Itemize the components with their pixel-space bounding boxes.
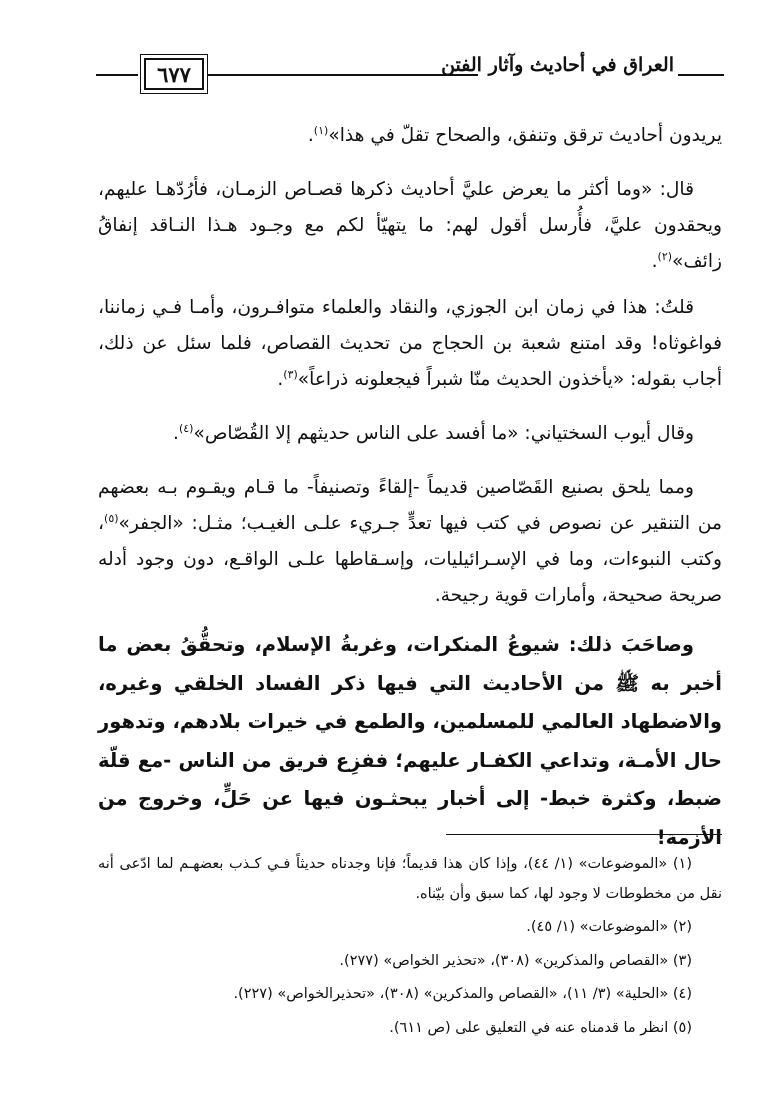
footnote-ref: (١) xyxy=(313,123,329,137)
running-title: العراق في أحاديث وآثار الفتن xyxy=(441,54,674,76)
paragraph-tail: . xyxy=(173,423,179,444)
paragraph-2 xyxy=(98,172,722,280)
page-header xyxy=(96,48,724,92)
paragraph-text: قلتُ: هذا في زمان ابن الجوزي، والنقاد والعلماء متوافـرون، وأمـا فـي زماننا، فواغوثاه! وقد امتنع شعبة بن الحجاج من تحديث القصاص، فلما سئل عن ذلك، أجاب بقوله: «يأخذون الحديث منّا شبراً فيجعلونه ذراعاً» xyxy=(98,297,722,390)
paragraph-tail: . xyxy=(307,125,314,146)
paragraph-3 xyxy=(98,290,722,398)
paragraph-text: يريدون أحاديث ترقق وتنفق، والصحاح تقلّ في هذا» xyxy=(328,125,722,146)
paragraph-1 xyxy=(98,118,722,154)
paragraph-4 xyxy=(98,416,722,452)
paragraph-text: قال: «وما أكثر ما يعرض عليَّ أحاديث ذكرها قصـاص الزمـان، فأرُدّهـا عليهم، ويحقدون عليَّ، فأُرسل أقول لهم: ما يتهيّأ لكم مع وجـود هـذا النـاقد إنفاقُ زائف» xyxy=(98,179,722,272)
header-rule xyxy=(208,74,478,76)
footnote-ref: (٤) xyxy=(178,421,194,435)
paragraph-6 xyxy=(98,626,722,857)
paragraph-text: ومما يلحق بصنيع القَصّاصين قديماً -إلقاءً وتصنيفاً- ما قـام ويقـوم بـه بعضهم من التنقير عن نصوص في كتب فيها تعدٍّ جـريء علـى الغيـب؛ مثـل: «الجفر» xyxy=(98,477,722,534)
page-number: ٦٧٧ xyxy=(144,58,204,90)
footnote-ref: (٥) xyxy=(104,511,119,525)
header-rule xyxy=(96,74,138,76)
paragraph-tail: . xyxy=(277,369,284,390)
footnote-1: (١) «الموضوعات» (١/ ٤٤)، وإذا كان هذا قديماً؛ فإنا وجدناه حديثاً فـي كـذب بعضهـم لما ادّعى أنه نقل من مخطوطات لا وجود لها، كما سبق وأن بيّناه. xyxy=(98,856,722,902)
footnote-ref: (٢) xyxy=(657,249,673,263)
paragraph-text: وصاحَبَ ذلك: شيوعُ المنكرات، وغربةُ الإسلام، وتحقُّقُ بعض ما أخبر به ﷺ من الأحاديث التي فيها ذكر الفساد الخلقي وغيره، والاضطهاد العالمي للمسلمين، والطمع في خيرات بلادهم، وتدهور حال الأمـة، وتداعي الكفـار عليهم؛ ففزِع فريق من الناس -مع قلّة ضبط، وكثرة خبط- إلى أخبار يبحثـون فيها عن حَلٍّ، وخروج من الأزمة! xyxy=(98,633,722,849)
paragraph-text: وقال أيوب السختياني: «ما أفسد على الناس حديثهم إلا القُصّاص» xyxy=(193,423,694,444)
footnotes xyxy=(98,850,722,1043)
footnote-3: (٣) «القصاص والمذكرين» (٣٠٨)، «تحذير الخواص» (٢٧٧). xyxy=(339,952,692,969)
footnote-4: (٤) «الحلية» (٣/ ١١)، «القصاص والمذكرين» (٣٠٨)، «تحذيرالخواص» (٢٢٧). xyxy=(233,986,692,1002)
paragraph-tail: . xyxy=(651,251,658,272)
paragraph-text: ، وكتب النبوءات، وما في الإسـرائيليات، وإسـقاطها علـى الواقـع، دون وجود أدله صريحة صحيحة، وأمارات قوية رجيحة. xyxy=(98,513,722,606)
paragraph-5 xyxy=(98,470,722,614)
footnote-separator xyxy=(446,834,722,835)
header-rule xyxy=(678,74,724,76)
footnote-2: (٢) «الموضوعات» (١/ ٤٥). xyxy=(526,919,692,935)
footnote-5: (٥) انظر ما قدمناه عنه في التعليق على (ص ٦١١). xyxy=(389,1019,692,1036)
footnote-ref: (٣) xyxy=(283,367,298,381)
